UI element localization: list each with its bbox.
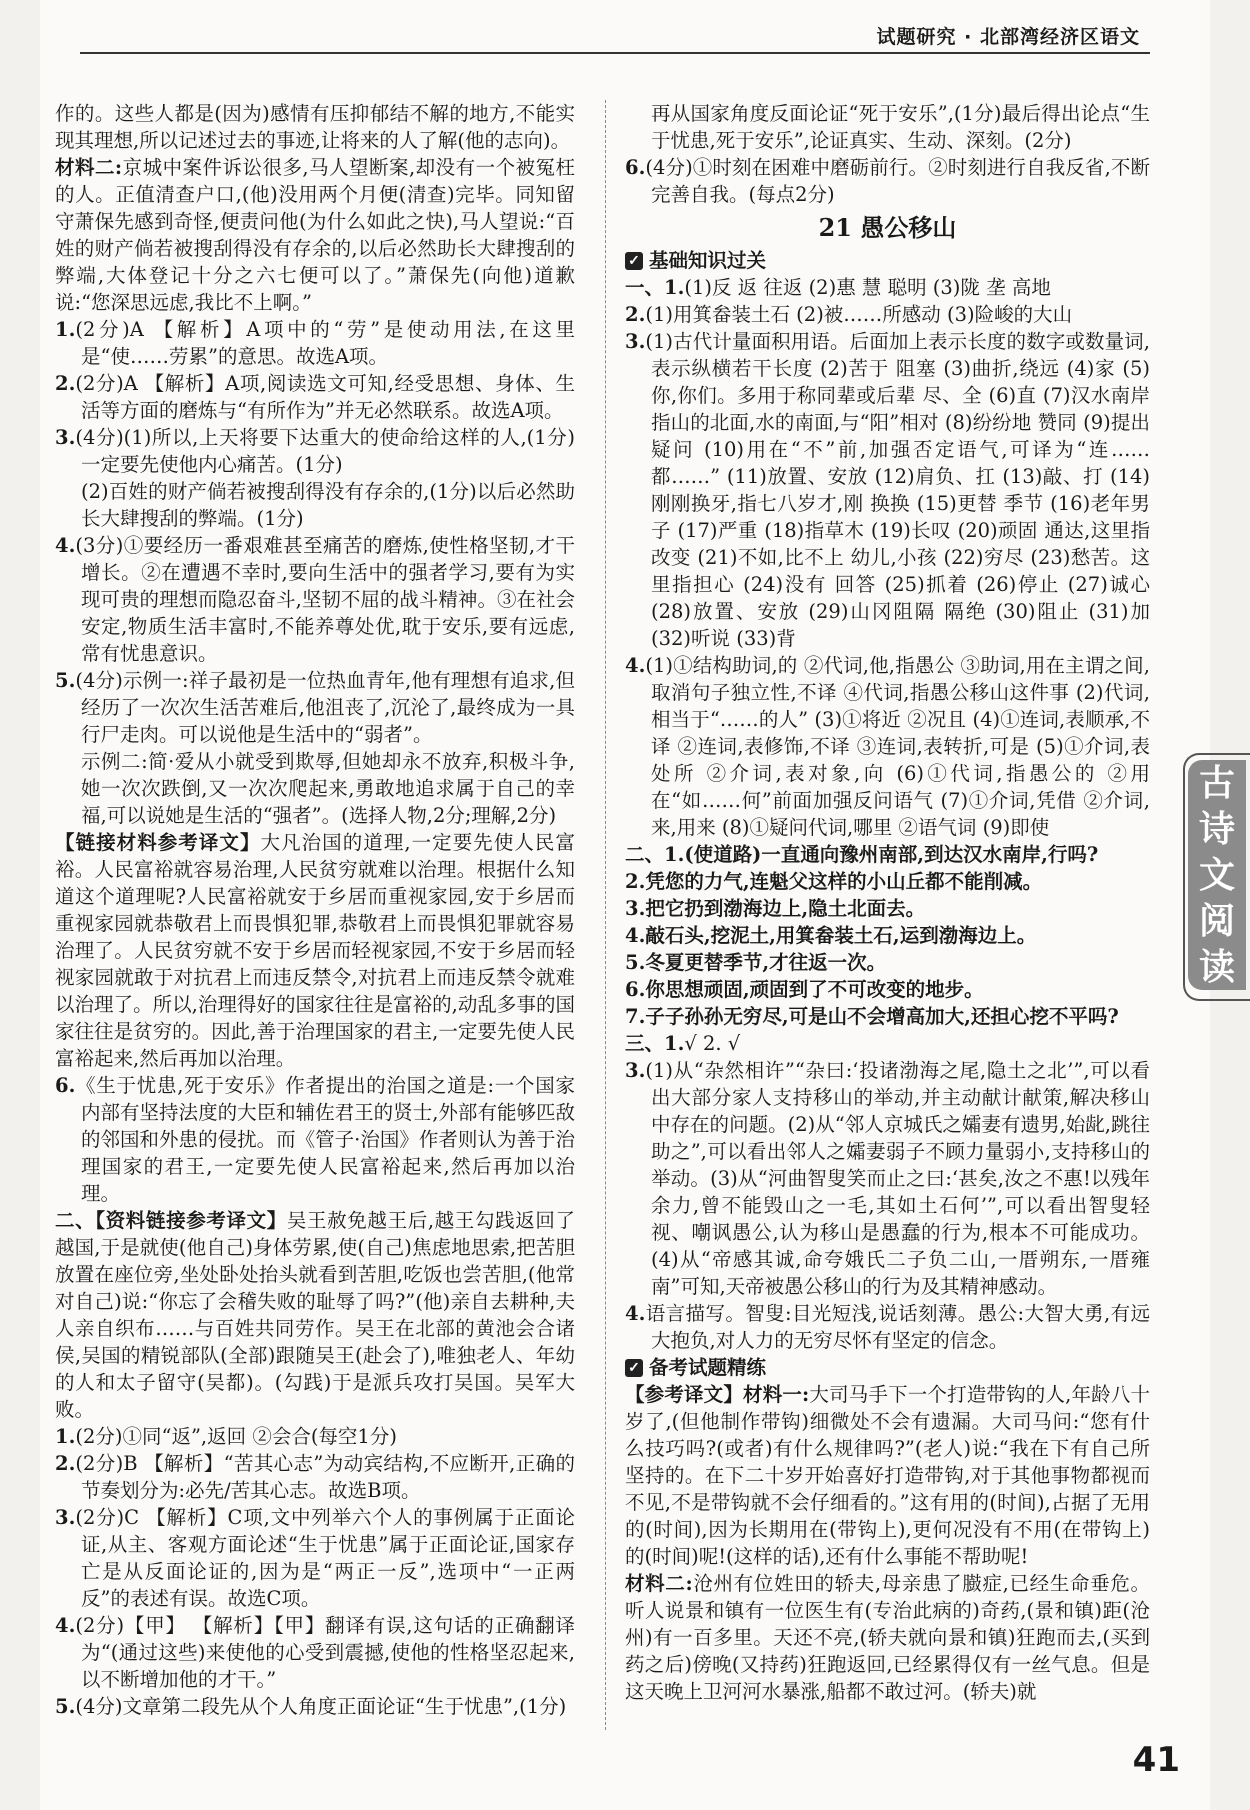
item-text: (2分)【甲】 【解析】【甲】翻译有误,这句话的正确翻译为“(通过这些)来使他的心受到震撼,使他的性格坚忍起来,以不断增加他的才干。” [75,1614,575,1691]
item-number: 6. [625,978,646,1001]
side-tab-char: 阅 [1198,900,1235,942]
text-paragraph: 作的。这些人都是(因为)感情有压抑郁结不解的地方,不能实现其理想,所以记述过去的事迹,让将来的人了解(他的志向)。 [55,102,575,152]
answer-item [625,652,1150,841]
material-text: 京城中案件诉讼很多,马人望断案,却没有一个被冤枉的人。正值清查户口,(他)没用两个月便(清查)完毕。同知留守萧保先感到奇怪,便责问他(为什么如此之快),马人望说:“百姓的财产倘若被搜刮得没有存余的,以后必然助长大肆搜刮的弊端,大体登记十分之六七便可以了。”萧保先(向他)道歉说:“您深思远虑,我比不上啊。” [55,156,575,314]
material-label: 二、【资料链接参考译文】 [55,1209,287,1232]
answer-item [625,841,1150,868]
answer-item [625,274,1150,301]
side-tab-char: 古 [1198,762,1235,804]
right-column [625,100,1150,1705]
item-number: 2. [55,372,76,395]
side-tab-char: 读 [1198,946,1235,988]
text-paragraph: 再从国家角度反面论证“死于安乐”,(1分)最后得出论点“生于忧患,死于安乐”,论证真实、生动、深刻。(2分) [651,102,1150,152]
answer-item [55,532,575,667]
item-text: (4分)文章第二段先从个人角度正面论证“生于忧患”,(1分) [75,1695,567,1718]
item-number: 3. [55,426,76,449]
column-divider [605,100,606,1730]
item-text: (2分)A 【解析】A项中的“劳”是使动用法,在这里是“使……劳累”的意思。故选A项。 [75,318,575,368]
item-text: 语言描写。智叟:目光短浅,说话刻薄。愚公:大智大勇,有远大抱负,对人力的无穷尽怀有坚定的信念。 [645,1302,1150,1352]
right-bottom-block [625,1381,1150,1705]
answer-item [625,1030,1150,1057]
item-number: 3. [625,330,646,353]
answer-item [55,1693,575,1720]
answer-item [625,328,1150,652]
item-text: √ 2. √ [684,1032,741,1055]
item-number: 4. [55,534,76,557]
item-number: 5. [55,669,76,692]
material-text: 沧州有位姓田的轿夫,母亲患了臌症,已经生命垂危。听人说景和镇有一位医生有(专治此病的)奇药,(景和镇)距(沧州)有一百多里。天还不亮,(轿夫就向景和镇)狂跑而去,(买到药之后)傍晚(又持药)狂跑返回,已经累得仅有一丝气息。但是这天晚上卫河河水暴涨,船都不敢过河。(轿夫)就 [625,1572,1150,1703]
side-tab-char: 诗 [1198,808,1235,850]
item-number: 2. [625,870,646,893]
item-text: (4分)(1)所以,上天将要下达重大的使命给这样的人,(1分)一定要先使他内心痛苦。(1分) [75,426,575,476]
material-text: 吴王赦免越王后,越王勾践返回了越国,于是就使(他自己)身体劳累,使(自己)焦虑地思索,把苦胆放置在座位旁,坐处卧处抬头就看到苦胆,吃饭也尝苦胆,(他常对自己)说:“你忘了会稽失败的耻辱了吗?”(他)亲自去耕种,夫人亲自织布……与百姓共同劳作。吴王在北部的黄池会合诸侯,吴国的精锐部队(全部)跟随吴王(赴会了),唯独老人、年幼的人和太子留守(吴都)。(勾践)于是派兵攻打吴国。吴军大败。 [55,1209,575,1421]
material-text: 大司马手下一个打造带钩的人,年龄八十岁了,(但他制作带钩)细微处不会有遗漏。大司马问:“您有什么技巧吗?(或者)有什么规律吗?”(老人)说:“我在下有自己所坚持的。在下二十岁开始喜好打造带钩,对于其他事物都视而不见,不是带钩就不会仔细看的。”这有用的(时间),占据了无用的(时间),因为长期用在(带钩上),更何况没有不用(在带钩上)的(时间)呢!(这样的话),还有什么事能不帮助呢! [625,1383,1150,1568]
material-paragraph [625,1381,1150,1570]
answer-item [625,976,1150,1003]
answer-item [55,1072,575,1207]
item-text: 《生于忧患,死于安乐》作者提出的治国之道是:一个国家内部有坚持法度的大臣和辅佐君王的贤士,外部有能够匹敌的邻国和外患的侵扰。而《管子·治国》作者则认为善于治理国家的君王,一定要先使人民富裕起来,然后再加以治理。 [75,1074,575,1205]
item-number: 7. [625,1005,646,1028]
item-number: 2. [55,1452,76,1475]
item-number: 4. [625,1302,646,1325]
item-text: (1)反 返 往返 (2)惠 慧 聪明 (3)陇 垄 高地 [684,276,1051,299]
check-icon: ✓ [625,252,643,270]
item-text: (3分)①要经历一番艰难甚至痛苦的磨炼,使性格坚韧,才干增长。②在遭遇不幸时,要向生活中的强者学习,要有为实现可贵的理想而隐忍奋斗,坚韧不屈的战斗精神。③在社会安定,物质生活丰富时,不能养尊处优,耽于安乐,要有远虑,常有忧患意识。 [75,534,575,665]
answer-item [625,922,1150,949]
right-mid-block [625,274,1150,1354]
item-text: (1)古代计量面积用语。后面加上表示长度的数字或数量词,表示纵横若干长度 (2)苦于 阻塞 (3)曲折,绕远 (4)家 (5)你,你们。多用于称同辈或后辈 尽、全 (6)直 (7)汉水南岸 指山的北面,水的南面,与“阳”相对 (8)纷纷地 赞同 (9)提出疑问 (10)用在“不”前,加强否定语气,可译为“连……都……” (11)放置、安放 (12)肩负、扛 (13)敲、打 (14)刚刚换牙,指七八岁才,刚 换换 (15)更替 季节 (16)老年男子 (17)严重 (18)指草木 (19)长叹 (20)顽固 通达,这里指改变 (21)不如,比不上 幼儿,小孩 (22)穷尽 (23)愁苦。这里指担心 (24)没有 回答 (25)抓着 (26)停止 (27)诚心 (28)放置、安放 (29)山冈阻隔 隔绝 (30)阻止 (31)加 (32)听说 (33)背 [645,330,1150,650]
page-number: 41 [1132,1740,1180,1780]
item-text: 你思想顽固,顽固到了不可改变的地步。 [645,978,984,1001]
answer-item [625,1003,1150,1030]
item-text: (4分)示例一:祥子最初是一位热血青年,他有理想有追求,但经历了一次次生活苦难后,他沮丧了,沉沦了,最终成为一具行尸走肉。可以说他是生活中的“弱者”。 [75,669,575,746]
text-paragraph: 示例二:简·爱从小就受到欺辱,但她却永不放弃,积极斗争,她一次次跌倒,又一次次爬起来,勇敢地追求属于自己的幸福,可以说她是生活的“强者”。(选择人物,2分;理解,2分) [81,750,575,827]
item-number: 一、1. [625,276,685,299]
item-text: (2分)A 【解析】A项,阅读选文可知,经受思想、身体、生活等方面的磨炼与“有所作为”并无必然联系。故选A项。 [75,372,575,422]
item-number: 4. [55,1614,76,1637]
item-text: (使道路)一直通向豫州南部,到达汉水南岸,行吗? [684,843,1099,866]
item-text: 把它扔到渤海边上,隐土北面去。 [645,897,926,920]
page-header: 试题研究 · 北部湾经济区语文 [876,26,1140,48]
answer-item [55,1504,575,1612]
material-label: 【链接材料参考译文】 [55,831,261,854]
item-text: (2分)B 【解析】“苦其心志”为动宾结构,不应断开,正确的节奏划分为:必先/苦其心志。故选B项。 [75,1452,575,1502]
item-number: 三、1. [625,1032,685,1055]
answer-item [625,949,1150,976]
right-top-block [625,100,1150,208]
item-text: (1)①结构助词,的 ②代词,他,指愚公 ③助词,用在主谓之间,取消句子独立性,不译 ④代词,指愚公移山这件事 (2)代词,相当于“……的人” (3)①将近 ②况且 (4)①连词,表顺承,不译 ②连词,表修饰,不译 ③连词,表转折,可是 (5)①介词,表处所 ②介词,表对象,向 (6)①代词,指愚公的 ②用在“如……何”前面加强反问语气 (7)①介词,凭借 ②介词,来,用来 (8)①疑问代词,哪里 ②语气词 (9)即使 [645,654,1150,839]
item-number: 1. [55,1425,76,1448]
item-text: (1)从“杂然相许”“杂曰:‘投诸渤海之尾,隐土之北’”,可以看出大部分家人支持移山的举动,并主动献计献策,解决移山中存在的问题。(2)从“邻人京城氏之孀妻有遗男,始龀,跳往助之”,可以看出邻人之孀妻弱子不顾力量弱小,支持移山的举动。(3)从“河曲智叟笑而止之曰:‘甚矣,汝之不惠!以残年余力,曾不能毁山之一毛,其如土石何’”,可以看出智叟轻视、嘲讽愚公,认为移山是愚蠢的行为,根本不可能成功。(4)从“帝感其诚,命夸娥氏二子负二山,一厝朔东,一厝雍南”可知,天帝被愚公移山的行为及其精神感动。 [645,1059,1150,1298]
item-number: 3. [55,1506,76,1529]
material-paragraph [55,829,575,1072]
answer-item [55,316,575,370]
answer-item [625,301,1150,328]
item-text: (4分)①时刻在困难中磨砺前行。②时刻进行自我反省,不断完善自我。(每点2分) [645,156,1150,206]
item-number: 3. [625,897,646,920]
section-basic-title [625,247,1150,274]
item-number: 二、1. [625,843,685,866]
answer-item [55,370,575,424]
answer-item [55,1450,575,1504]
item-number: 5. [55,1695,76,1718]
item-text: (2分)①同“返”,返回 ②会合(每空1分) [75,1425,397,1448]
material-label: 材料二: [625,1572,693,1595]
answer-item [55,1423,575,1450]
item-number: 6. [55,1074,76,1097]
section-basic-label: 基础知识过关 [649,249,767,272]
material-paragraph [625,1570,1150,1705]
material-paragraph [55,1207,575,1423]
header-rule [80,52,1150,54]
answer-item [55,424,575,478]
section-exam-label: 备考试题精练 [649,1356,767,1379]
item-text: (2分)C 【解析】C项,文中列举六个人的事例属于正面论证,从主、客观方面论述“生于忧患”属于正面论证,国家存亡是从反面论证的,因为是“两正一反”,选项中“一正两反”的表述有误。故选C项。 [75,1506,575,1610]
answer-item [55,1612,575,1693]
item-text: 子子孙孙无穷尽,可是山不会增高加大,还担心挖不平吗? [645,1005,1119,1028]
answer-item [625,868,1150,895]
material-label: 【参考译文】材料一: [625,1383,810,1406]
item-number: 6. [625,156,646,179]
side-tab [1188,760,1246,990]
answer-item [55,667,575,748]
check-icon: ✓ [625,1359,643,1377]
answer-item [625,1300,1150,1354]
material-text: 大凡治国的道理,一定要先使人民富裕。人民富裕就容易治理,人民贫穷就难以治理。根据什么知道这个道理呢?人民富裕就安于乡居而重视家园,安于乡居而重视家园就恭敬君上而畏惧犯罪,恭敬君上而畏惧犯罪就容易治理了。人民贫穷就不安于乡居而轻视家园,不安于乡居而轻视家园就敢于对抗君上而违反禁令,对抗君上而违反禁令就难以治理了。所以,治理得好的国家往往是富裕的,动乱多事的国家往往是贫穷的。因此,善于治理国家的君主,一定要先使人民富裕起来,然后再加以治理。 [55,831,575,1070]
item-text: 凭您的力气,连魁父这样的小山丘都不能削减。 [645,870,1043,893]
answer-item [625,895,1150,922]
lesson-title: 21 愚公移山 [818,213,957,242]
left-column [55,100,575,1720]
item-number: 4. [625,924,646,947]
material-paragraph [55,154,575,316]
material-label: 材料二: [55,156,123,179]
answer-item [625,1057,1150,1300]
item-number: 5. [625,951,646,974]
answer-item [625,154,1150,208]
text-paragraph: (2)百姓的财产倘若被搜刮得没有存余的,(1分)以后必然助长大肆搜刮的弊端。(1分) [81,480,575,530]
item-text: (1)用箕畚装土石 (2)被……所感动 (3)险峻的大山 [645,303,1073,326]
item-number: 4. [625,654,646,677]
item-text: 敲石头,挖泥土,用箕畚装土石,运到渤海边上。 [645,924,1037,947]
item-text: 冬夏更替季节,才往返一次。 [645,951,887,974]
item-number: 3. [625,1059,646,1082]
item-number: 2. [625,303,646,326]
side-tab-char: 文 [1198,854,1235,896]
section-exam-title [625,1354,1150,1381]
item-number: 1. [55,318,76,341]
